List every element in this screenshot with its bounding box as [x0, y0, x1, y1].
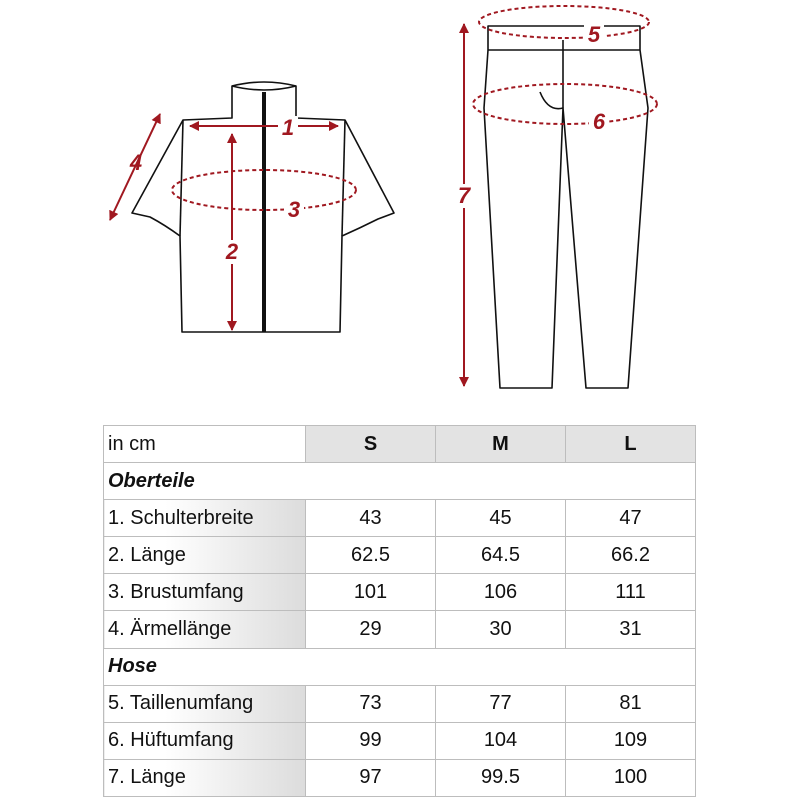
table-row [104, 574, 696, 611]
unit-label: in cm [104, 426, 306, 463]
value-cell: 81 [566, 685, 696, 722]
table-row [104, 685, 696, 722]
row-label: 7. Länge [104, 759, 306, 796]
row-label: 1. Schulterbreite [104, 500, 306, 537]
marker-5: 5 [587, 22, 601, 47]
value-cell: 64.5 [436, 537, 566, 574]
value-cell: 45 [436, 500, 566, 537]
value-cell: 43 [306, 500, 436, 537]
table-row [104, 537, 696, 574]
value-cell: 30 [436, 611, 566, 648]
value-cell: 31 [566, 611, 696, 648]
marker-1: 1 [281, 115, 295, 140]
hip-circumference-ellipse [473, 84, 657, 124]
value-cell: 62.5 [306, 537, 436, 574]
value-cell: 100 [566, 759, 696, 796]
value-cell: 47 [566, 500, 696, 537]
value-cell: 66.2 [566, 537, 696, 574]
size-s-header: S [306, 426, 436, 463]
trousers-icon [484, 26, 648, 388]
marker-4: 4 [129, 150, 143, 175]
row-label: 6. Hüftumfang [104, 722, 306, 759]
section-row [104, 648, 696, 685]
size-table [103, 425, 696, 797]
value-cell: 109 [566, 722, 696, 759]
measurement-marks [110, 6, 657, 386]
value-cell: 29 [306, 611, 436, 648]
marker-7: 7 [457, 183, 471, 208]
row-label: 2. Länge [104, 537, 306, 574]
value-cell: 104 [436, 722, 566, 759]
value-cell: 106 [436, 574, 566, 611]
table-row [104, 722, 696, 759]
section-title-oberteile: Oberteile [104, 463, 696, 500]
value-cell: 101 [306, 574, 436, 611]
row-label: 3. Brustumfang [104, 574, 306, 611]
size-l-header: L [566, 426, 696, 463]
marker-3: 3 [287, 197, 301, 222]
section-title-hose: Hose [104, 648, 696, 685]
value-cell: 99 [306, 722, 436, 759]
table-row [104, 500, 696, 537]
value-cell: 99.5 [436, 759, 566, 796]
value-cell: 111 [566, 574, 696, 611]
table-row [104, 759, 696, 796]
marker-6: 6 [592, 109, 606, 134]
jacket-icon [132, 82, 394, 332]
row-label: 5. Taillenumfang [104, 685, 306, 722]
table-header-row [104, 426, 696, 463]
waist-circumference-ellipse [479, 6, 649, 38]
value-cell: 77 [436, 685, 566, 722]
marker-2: 2 [225, 239, 239, 264]
size-m-header: M [436, 426, 566, 463]
value-cell: 73 [306, 685, 436, 722]
row-label: 4. Ärmellänge [104, 611, 306, 648]
table-row [104, 611, 696, 648]
value-cell: 97 [306, 759, 436, 796]
section-row [104, 463, 696, 500]
